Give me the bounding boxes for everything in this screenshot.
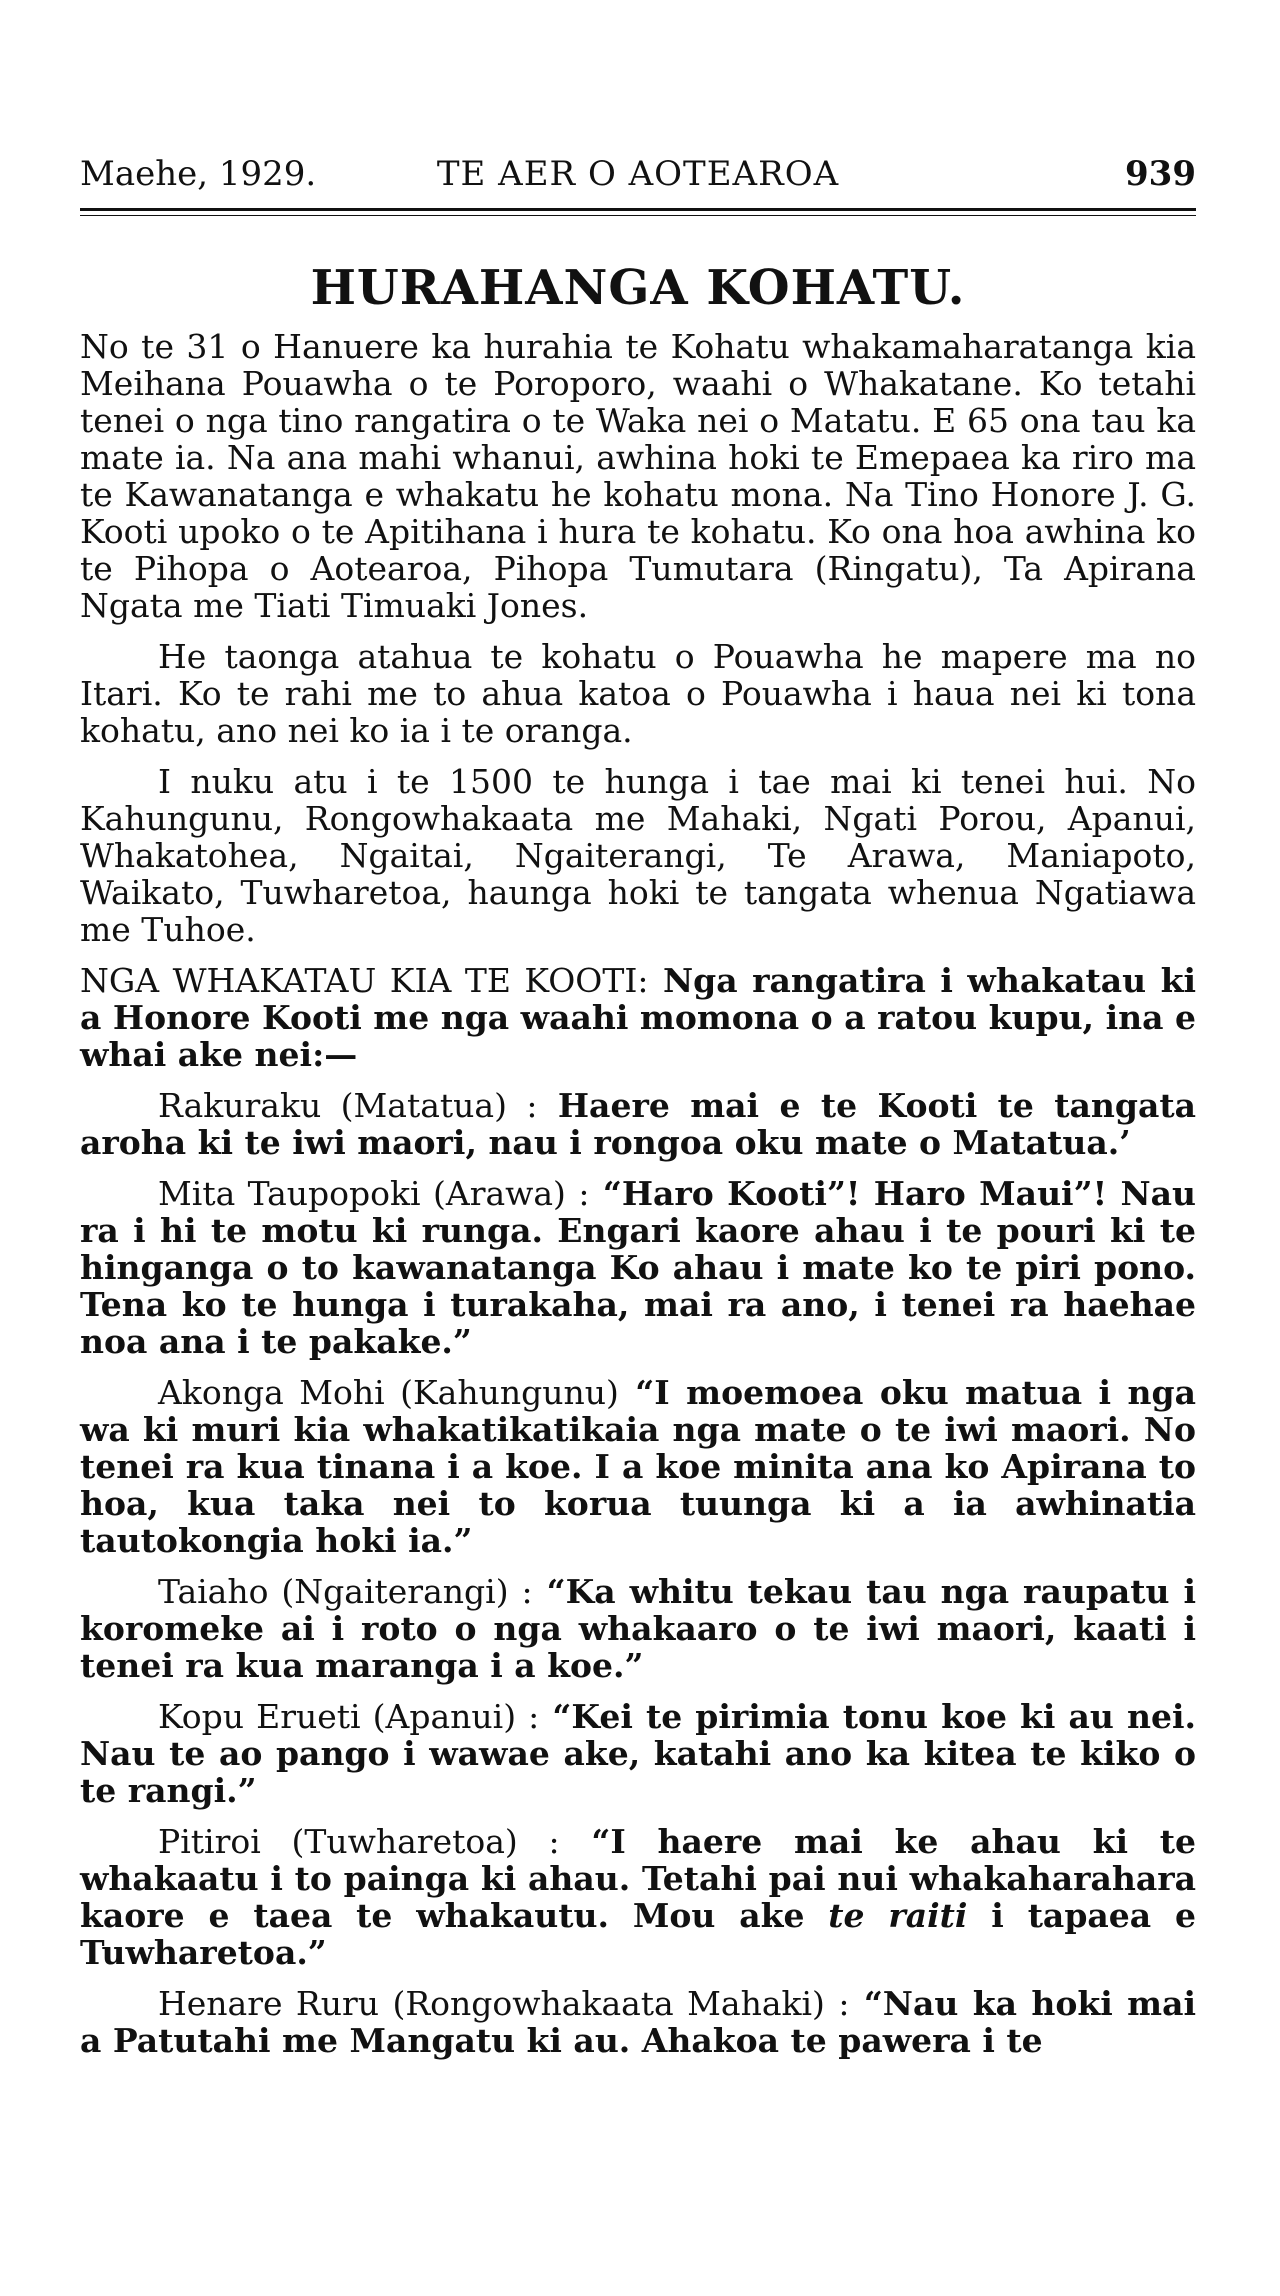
- page: [80, 150, 1196, 2073]
- speaker-name: Rakuraku (Matatua) :: [158, 1086, 538, 1125]
- paragraph-3: I nuku atu i te 1500 te hunga i tae mai ki tenei hui. No Kahungunu, Rongowhakaata me Mahaki, Ngati Porou, Apanui, Whakatohea, Ngaitai, Ngaiterangi, Te Arawa, Maniapoto, Waikato, Tuwharetoa, haunga hoki te tangata whenua Ngatiawa me Tuhoe.: [80, 762, 1196, 949]
- section-heading: NGA WHAKATAU KIA TE KOOTI:: [80, 961, 649, 1000]
- speech-henare-ruru: [80, 1985, 1196, 2059]
- speech-text: “I moemoea oku matua i nga wa ki muri kia whakatikatikaia nga mate o te iwi maori. No tenei ra kua tinana i a koe. I a koe minita ana ko Apirana to hoa, kua taka nei to korua tuunga ki a ia awhinatia tautokongia hoki ia.”: [80, 1373, 1196, 1560]
- speech-text: Haere mai e te Kooti te tangata aroha ki te iwi maori, nau i rongoa oku mate o Matatua.’: [80, 1086, 1196, 1162]
- article-body: [80, 328, 1196, 2059]
- speech-kopu-erueti: [80, 1698, 1196, 1809]
- speech-text-end: i tapaea e Tuwharetoa.”: [80, 1896, 1196, 1972]
- speech-text: “Haro Kooti”! Haro Maui”! Nau ra i hi te motu ki runga. Engari kaore ahau i te pouri ki te hinganga o to kawanatanga Ko ahau i mate ko te piri pono. Tena ko te hunga i turakaha, mai ra ano, i tenei ra haehae noa ana i te pakake.”: [80, 1174, 1196, 1361]
- speech-akonga-mohi: [80, 1374, 1196, 1559]
- header-rule-thick: [80, 208, 1196, 211]
- paragraph-1: No te 31 o Hanuere ka hurahia te Kohatu whakamaharatanga kia Meihana Pouawha o te Poroporo, waahi o Whakatane. Ko tetahi tenei o nga tino rangatira o te Waka nei o Matatu. E 65 ona tau ka mate ia. Na ana mahi whanui, awhina hoki te Emepaea ka riro ma te Kawanatanga e whakatu he kohatu mona. Na Tino Honore J. G. Kooti upoko o te Apitihana i hura te kohatu. Ko ona hoa awhina ko te Pihopa o Aotearoa, Pihopa Tumutara (Ringatu), Ta Apirana Ngata me Tiati Timuaki Jones.: [80, 327, 1196, 625]
- speech-taiaho: [80, 1573, 1196, 1684]
- paragraph-4: [80, 962, 1196, 1073]
- speaker-name: Mita Taupopoki (Arawa) :: [158, 1174, 590, 1213]
- header-rule-thin: [80, 215, 1196, 216]
- speech-text: “Nau ka hoki mai a Patutahi me Mangatu ki au. Ahakoa te pawera i te: [80, 1984, 1196, 2060]
- speaker-name: Akonga Mohi (Kahungunu): [158, 1373, 619, 1412]
- speaker-name: Kopu Erueti (Apanui) :: [158, 1697, 540, 1736]
- speaker-name: Henare Ruru (Rongowhakaata Mahaki) :: [158, 1984, 850, 2023]
- speaker-name: Taiaho (Ngaiterangi) :: [158, 1572, 533, 1611]
- speech-text: “I haere mai ke ahau ki te whakaatu i to painga ki ahau. Tetahi pai nui whakaharahara kaore e taea te whakautu. Mou ake: [80, 1822, 1196, 1935]
- speaker-name: Pitiroi (Tuwharetoa) :: [158, 1822, 560, 1861]
- paragraph-2: He taonga atahua te kohatu o Pouawha he mapere ma no Itari. Ko te rahi me to ahua katoa o Pouawha i haua nei ki tona kohatu, ano nei ko ia i te oranga.: [80, 637, 1196, 750]
- section-intro: Nga rangatira i whakatau ki a Honore Kooti me nga waahi momona o a ratou kupu, ina e whai ake nei:—: [80, 961, 1196, 1074]
- speech-text: “Kei te pirimia tonu koe ki au nei. Nau te ao pango i wawae ake, katahi ano ka kitea te kiko o te rangi.”: [80, 1697, 1196, 1810]
- article-title: HURAHANGA KOHATU.: [310, 260, 966, 316]
- speech-mita-taupopoki: [80, 1175, 1196, 1360]
- speech-rakuraku: [80, 1087, 1196, 1161]
- running-head: [80, 150, 1196, 198]
- issue-date: Maehe, 1929.: [80, 154, 317, 194]
- speech-pitiroi: [80, 1823, 1196, 1971]
- speech-emphasis: te raiti: [828, 1896, 968, 1935]
- speech-text: “Ka whitu tekau tau nga raupatu i koromeke ai i roto o nga whakaaro o te iwi maori, kaati i tenei ra kua maranga i a koe.”: [80, 1572, 1196, 1685]
- page-number: 939: [1125, 154, 1196, 194]
- publication-title: TE AER O AOTEAROA: [436, 154, 840, 194]
